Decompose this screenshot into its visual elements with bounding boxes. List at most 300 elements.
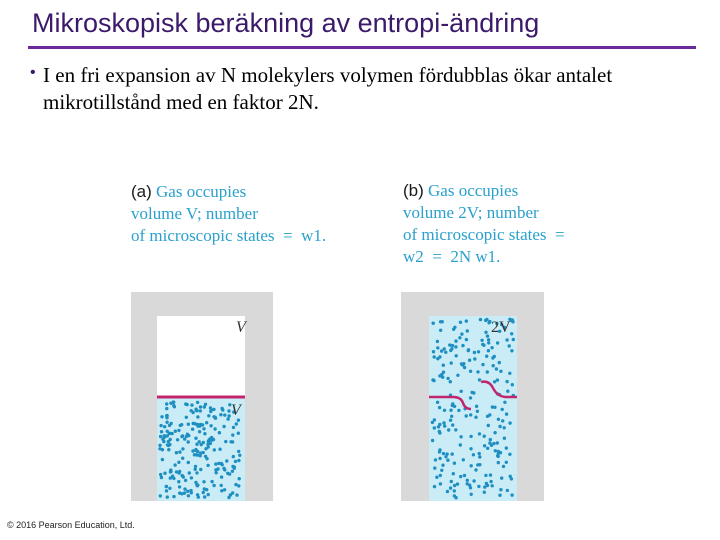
molecule-dot — [505, 380, 508, 383]
molecule-dot — [447, 428, 450, 431]
bullet-item — [30, 62, 700, 116]
molecule-dot — [159, 435, 162, 438]
molecule-dot — [219, 413, 222, 416]
molecule-dot — [161, 458, 164, 461]
molecule-dot — [177, 480, 180, 483]
molecule-dot — [489, 480, 492, 483]
molecule-dot — [209, 406, 212, 409]
molecule-dot — [465, 414, 468, 417]
molecule-dot — [191, 428, 194, 431]
figure-a-caption-line-1: Gas occupies — [156, 182, 247, 201]
molecule-dot — [453, 462, 456, 465]
molecule-dot — [483, 485, 486, 488]
molecule-dot — [194, 468, 197, 471]
molecule-dot — [175, 451, 178, 454]
molecule-dot — [440, 469, 443, 472]
molecule-dot — [181, 457, 184, 460]
molecule-dot — [450, 361, 453, 364]
molecule-dot — [214, 417, 217, 420]
molecule-dot — [479, 318, 482, 321]
molecule-dot — [179, 424, 182, 427]
figure-b-top-label: 2V — [491, 319, 511, 336]
figure-b-caption-line-4: w2 = 2N w1. — [403, 247, 501, 266]
molecule-dot — [470, 464, 473, 467]
molecule-dot — [199, 405, 202, 408]
molecule-dot — [472, 479, 475, 482]
molecule-dot — [172, 477, 175, 480]
molecule-dot — [194, 465, 197, 468]
molecule-dot — [505, 461, 508, 464]
molecule-dot — [506, 489, 509, 492]
figure-a-tag: (a) — [131, 182, 152, 201]
molecule-dot — [190, 476, 193, 479]
molecule-dot — [220, 475, 223, 478]
molecule-dot — [222, 467, 225, 470]
molecule-dot — [163, 434, 166, 437]
molecule-dot — [505, 446, 508, 449]
molecule-dot — [233, 467, 236, 470]
molecule-dot — [161, 448, 164, 451]
molecule-dot — [490, 346, 493, 349]
molecule-dot — [466, 329, 469, 332]
molecule-dot — [458, 336, 461, 339]
molecule-dot — [449, 380, 452, 383]
molecule-dot — [469, 413, 472, 416]
molecule-dot — [202, 491, 205, 494]
molecule-dot — [502, 465, 505, 468]
molecule-dot — [235, 422, 238, 425]
molecule-dot — [202, 427, 205, 430]
molecule-dot — [196, 483, 199, 486]
molecule-dot — [497, 418, 500, 421]
molecule-dot — [485, 355, 488, 358]
molecule-dot — [499, 370, 502, 373]
molecule-dot — [190, 403, 193, 406]
molecule-dot — [462, 458, 465, 461]
molecule-dot — [222, 425, 225, 428]
molecule-dot — [174, 430, 177, 433]
molecule-dot — [207, 445, 210, 448]
figure-a-container — [131, 292, 273, 501]
molecule-dot — [476, 410, 479, 413]
molecule-dot — [473, 351, 476, 354]
molecule-dot — [231, 491, 234, 494]
molecule-dot — [489, 438, 492, 441]
molecule-dot — [439, 474, 442, 477]
molecule-dot — [195, 471, 198, 474]
molecule-dot — [196, 415, 199, 418]
molecule-dot — [237, 459, 240, 462]
molecule-dot — [165, 485, 168, 488]
molecule-dot — [183, 437, 186, 440]
molecule-dot — [485, 318, 488, 321]
molecule-dot — [195, 409, 198, 412]
molecule-dot — [158, 444, 161, 447]
molecule-dot — [501, 419, 504, 422]
molecule-dot — [169, 402, 172, 405]
molecule-dot — [446, 459, 449, 462]
molecule-dot — [227, 496, 230, 499]
molecule-dot — [456, 374, 459, 377]
molecule-dot — [160, 415, 163, 418]
molecule-dot — [505, 412, 508, 415]
molecule-dot — [177, 429, 180, 432]
molecule-dot — [160, 430, 163, 433]
molecule-dot — [209, 410, 212, 413]
molecule-dot — [433, 426, 436, 429]
molecule-dot — [436, 340, 439, 343]
molecule-dot — [503, 401, 506, 404]
molecule-dot — [451, 344, 454, 347]
molecule-dot — [209, 424, 212, 427]
molecule-dot — [434, 458, 437, 461]
molecule-dot — [431, 421, 434, 424]
molecule-dot — [478, 378, 481, 381]
molecule-dot — [183, 487, 186, 490]
molecule-dot — [438, 430, 441, 433]
bullet-dot-icon: • — [30, 64, 36, 81]
molecule-dot — [196, 450, 199, 453]
molecule-dot — [169, 476, 172, 479]
molecule-dot — [210, 480, 213, 483]
molecule-dot — [169, 468, 172, 471]
molecule-dot — [205, 457, 208, 460]
molecule-dot — [492, 442, 495, 445]
molecule-dot — [442, 452, 445, 455]
molecule-dot — [450, 415, 453, 418]
molecule-dot — [207, 493, 210, 496]
molecule-dot — [167, 440, 170, 443]
molecule-dot — [483, 435, 486, 438]
molecule-dot — [509, 475, 512, 478]
molecule-dot — [224, 440, 227, 443]
molecule-dot — [478, 463, 481, 466]
molecule-dot — [449, 409, 452, 412]
molecule-dot — [463, 474, 466, 477]
molecule-dot — [467, 349, 470, 352]
molecule-dot — [491, 484, 494, 487]
molecule-dot — [493, 431, 496, 434]
molecule-dot — [444, 455, 447, 458]
molecule-dot — [436, 357, 439, 360]
figure-b-caption-line-1: Gas occupies — [428, 181, 519, 200]
molecule-dot — [165, 402, 168, 405]
molecule-dot — [496, 341, 499, 344]
molecule-dot — [469, 435, 472, 438]
molecule-dot — [478, 432, 481, 435]
molecule-dot — [460, 332, 463, 335]
molecule-dot — [508, 453, 511, 456]
molecule-dot — [181, 434, 184, 437]
molecule-dot — [184, 479, 187, 482]
molecule-dot — [215, 471, 218, 474]
molecule-dot — [190, 409, 193, 412]
molecule-dot — [454, 339, 457, 342]
molecule-dot — [497, 450, 500, 453]
molecule-dot — [436, 346, 439, 349]
molecule-dot — [452, 472, 455, 475]
molecule-dot — [159, 494, 162, 497]
molecule-dot — [160, 476, 163, 479]
molecule-dot — [474, 416, 477, 419]
molecule-dot — [432, 350, 435, 353]
molecule-dot — [196, 401, 199, 404]
molecule-dot — [508, 344, 511, 347]
molecule-dot — [483, 491, 486, 494]
molecule-dot — [221, 408, 224, 411]
molecule-dot — [237, 450, 240, 453]
figure-a-caption — [131, 181, 326, 247]
molecule-dot — [210, 438, 213, 441]
molecule-dot — [214, 468, 217, 471]
molecule-dot — [466, 479, 469, 482]
molecule-dot — [442, 421, 445, 424]
molecule-dot — [484, 331, 487, 334]
molecule-dot — [511, 320, 514, 323]
molecule-dot — [465, 338, 468, 341]
figure-b-container — [401, 292, 544, 501]
molecule-dot — [439, 320, 442, 323]
molecule-dot — [181, 447, 184, 450]
molecule-dot — [475, 405, 478, 408]
molecule-dot — [483, 444, 486, 447]
molecule-dot — [186, 433, 189, 436]
molecule-dot — [177, 461, 180, 464]
molecule-dot — [170, 422, 173, 425]
molecule-dot — [510, 349, 513, 352]
molecule-dot — [442, 364, 445, 367]
molecule-dot — [444, 351, 447, 354]
bullet-text: I en fri expansion av N molekylers volymen fördubblas ökar antalet mikrotillstånd med en faktor 2N. — [43, 63, 613, 114]
title-divider — [28, 46, 696, 49]
molecule-dot — [469, 447, 472, 450]
molecule-dot — [486, 415, 489, 418]
molecule-dot — [431, 378, 434, 381]
molecule-dot — [238, 454, 241, 457]
molecule-dot — [440, 349, 443, 352]
molecule-dot — [438, 406, 441, 409]
copyright-notice: © 2016 Pearson Education, Ltd. — [7, 520, 135, 530]
molecule-dot — [453, 489, 456, 492]
molecule-dot — [439, 482, 442, 485]
molecule-dot — [206, 464, 209, 467]
molecule-dot — [476, 370, 479, 373]
molecule-dot — [187, 494, 190, 497]
molecule-dot — [459, 443, 462, 446]
molecule-dot — [213, 427, 216, 430]
molecule-dot — [472, 453, 475, 456]
molecule-dot — [237, 432, 240, 435]
figure-a-top-label: V — [236, 319, 246, 336]
figure-a-bottom-label: V — [231, 402, 241, 419]
molecule-dot — [453, 494, 456, 497]
molecule-dot — [232, 426, 235, 429]
molecule-dot — [220, 489, 223, 492]
molecule-dot — [175, 470, 178, 473]
molecule-dot — [435, 476, 438, 479]
molecule-dot — [228, 472, 231, 475]
molecule-dot — [433, 485, 436, 488]
molecule-dot — [451, 423, 454, 426]
molecule-dot — [453, 326, 456, 329]
molecule-dot — [477, 485, 480, 488]
molecule-dot — [477, 350, 480, 353]
molecule-dot — [199, 468, 202, 471]
molecule-dot — [231, 470, 234, 473]
molecule-dot — [433, 355, 436, 358]
molecule-dot — [159, 424, 162, 427]
molecule-dot — [469, 370, 472, 373]
molecule-dot — [187, 423, 190, 426]
molecule-dot — [497, 455, 500, 458]
molecule-dot — [234, 460, 237, 463]
molecule-dot — [187, 461, 190, 464]
molecule-dot — [195, 453, 198, 456]
molecule-dot — [213, 448, 216, 451]
molecule-dot — [200, 443, 203, 446]
molecule-dot — [198, 430, 201, 433]
molecule-dot — [501, 408, 504, 411]
molecule-dot — [172, 495, 175, 498]
molecule-dot — [178, 450, 181, 453]
molecule-dot — [166, 443, 169, 446]
molecule-dot — [218, 431, 221, 434]
molecule-dot — [450, 347, 453, 350]
molecule-dot — [165, 421, 168, 424]
figure-b-caption-line-3: of microscopic states = — [403, 225, 565, 244]
molecule-dot — [468, 359, 471, 362]
molecule-dot — [223, 413, 226, 416]
molecule-dot — [443, 409, 446, 412]
molecule-dot — [212, 484, 215, 487]
molecule-dot — [202, 480, 205, 483]
molecule-dot — [189, 489, 192, 492]
molecule-dot — [478, 455, 481, 458]
molecule-dot — [220, 484, 223, 487]
molecule-dot — [178, 470, 181, 473]
molecule-dot — [433, 466, 436, 469]
molecule-dot — [503, 437, 506, 440]
molecule-dot — [487, 349, 490, 352]
molecule-dot — [450, 480, 453, 483]
molecule-dot — [173, 463, 176, 466]
molecule-dot — [456, 482, 459, 485]
molecule-dot — [187, 440, 190, 443]
molecule-dot — [205, 421, 208, 424]
molecule-dot — [439, 329, 442, 332]
molecule-dot — [442, 371, 445, 374]
molecule-dot — [494, 449, 497, 452]
molecule-dot — [492, 364, 495, 367]
molecule-dot — [486, 334, 489, 337]
molecule-dot — [470, 493, 473, 496]
molecule-dot — [496, 441, 499, 444]
molecule-dot — [460, 390, 463, 393]
molecule-dot — [512, 338, 515, 341]
figure-b-tag: (b) — [403, 181, 424, 200]
molecule-dot — [465, 319, 468, 322]
molecule-dot — [486, 370, 489, 373]
molecule-dot — [170, 432, 173, 435]
molecule-dot — [168, 432, 171, 435]
molecule-dot — [178, 491, 181, 494]
molecule-dot — [196, 424, 199, 427]
molecule-dot — [457, 409, 460, 412]
molecule-dot — [499, 488, 502, 491]
molecule-dot — [489, 473, 492, 476]
molecule-dot — [168, 487, 171, 490]
molecule-dot — [201, 423, 204, 426]
molecule-dot — [459, 321, 462, 324]
molecule-dot — [237, 484, 240, 487]
molecule-dot — [451, 452, 454, 455]
molecule-dot — [481, 343, 484, 346]
molecule-dot — [198, 440, 201, 443]
molecule-dot — [461, 344, 464, 347]
molecule-dot — [443, 424, 446, 427]
molecule-dot — [438, 374, 441, 377]
molecule-dot — [491, 356, 494, 359]
molecule-dot — [238, 477, 241, 480]
molecule-dot — [214, 462, 217, 465]
molecule-dot — [432, 322, 435, 325]
figure-b-caption — [403, 180, 565, 268]
figure-a-caption-line-3: of microscopic states = w1. — [131, 226, 327, 245]
molecule-dot — [178, 485, 181, 488]
molecule-dot — [185, 403, 188, 406]
molecule-dot — [163, 425, 166, 428]
molecule-dot — [237, 419, 240, 422]
molecule-dot — [455, 354, 458, 357]
molecule-dot — [181, 474, 184, 477]
molecule-dot — [487, 338, 490, 341]
molecule-dot — [506, 390, 509, 393]
molecule-dot — [431, 439, 434, 442]
molecule-dot — [480, 339, 483, 342]
molecule-dot — [495, 367, 498, 370]
slide-title: Mikroskopisk beräkning av entropi-ändring — [32, 8, 540, 38]
molecule-dot — [487, 341, 490, 344]
molecule-dot — [226, 417, 229, 420]
molecule-dot — [508, 372, 511, 375]
molecule-dot — [218, 448, 221, 451]
molecule-dot — [498, 494, 501, 497]
molecule-dot — [446, 490, 449, 493]
molecule-dot — [183, 491, 186, 494]
molecule-dot — [207, 414, 210, 417]
molecule-dot — [188, 471, 191, 474]
molecule-dot — [193, 422, 196, 425]
molecule-dot — [436, 401, 439, 404]
molecule-dot — [159, 473, 162, 476]
molecule-dot — [459, 475, 462, 478]
molecule-dot — [500, 476, 503, 479]
molecule-dot — [474, 468, 477, 471]
molecule-dot — [449, 419, 452, 422]
molecule-dot — [454, 428, 457, 431]
molecule-dot — [161, 438, 164, 441]
molecule-dot — [163, 472, 166, 475]
molecule-dot — [437, 425, 440, 428]
molecule-dot — [205, 488, 208, 491]
figure-b-caption-line-2: volume 2V; number — [403, 203, 539, 222]
molecule-dot — [165, 489, 168, 492]
molecule-dot — [473, 357, 476, 360]
molecule-dot — [505, 338, 508, 341]
molecule-dot — [165, 407, 168, 410]
molecule-dot — [185, 416, 188, 419]
molecule-dot — [172, 404, 175, 407]
